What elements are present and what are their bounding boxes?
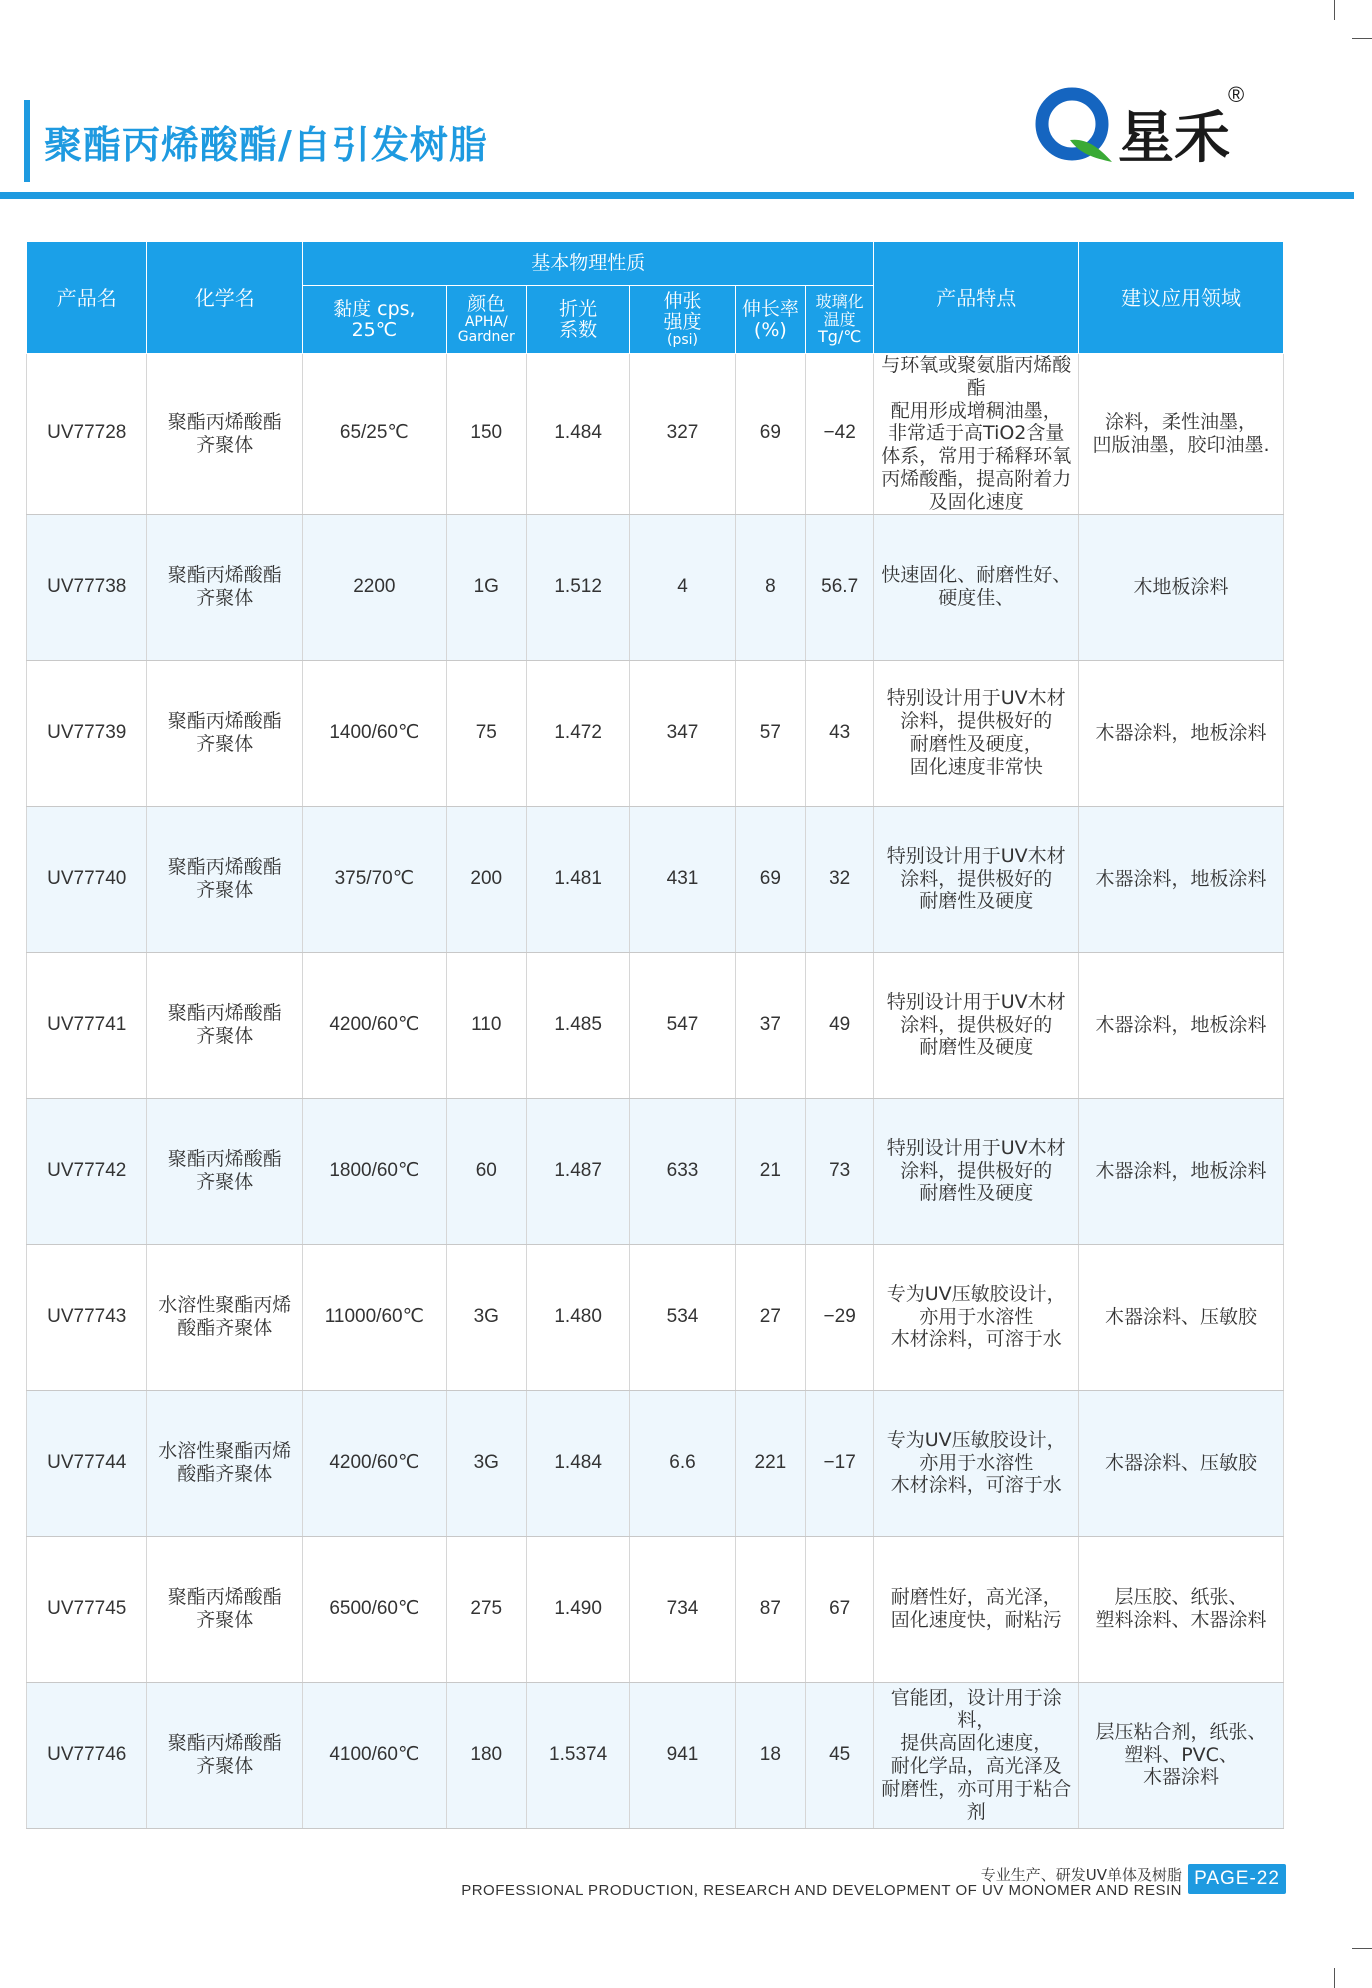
cell-tensile-strength: 431 xyxy=(630,806,735,952)
cell-viscosity: 1800/60℃ xyxy=(303,1098,447,1244)
cell-tg: 56.7 xyxy=(805,514,873,660)
crop-mark xyxy=(1334,1968,1335,1988)
cell-color: 110 xyxy=(446,952,526,1098)
cell-viscosity: 4100/60℃ xyxy=(303,1682,447,1828)
cell-product: UV77740 xyxy=(27,806,147,952)
table-body xyxy=(27,354,1284,1829)
table-row xyxy=(27,354,1284,515)
header-viscosity-unit: 25℃ xyxy=(351,318,398,341)
cell-product: UV77739 xyxy=(27,660,147,806)
cell-tensile-strength: 547 xyxy=(630,952,735,1098)
header-tg-label2: 温度 xyxy=(823,309,856,329)
cell-refractive-index: 1.490 xyxy=(526,1536,629,1682)
cell-color: 3G xyxy=(446,1390,526,1536)
cell-chemical-name: 聚酯丙烯酸酯 齐聚体 xyxy=(147,660,303,806)
cell-product: UV77741 xyxy=(27,952,147,1098)
cell-color: 200 xyxy=(446,806,526,952)
cell-tg: 43 xyxy=(805,660,873,806)
cell-features: 与环氧或聚氨脂丙烯酸酯 配用形成增稠油墨， 非常适于高TiO2含量 体系，常用于稀释环氧 丙烯酸酯，提高附着力 及固化速度 xyxy=(874,354,1079,515)
table-row xyxy=(27,1244,1284,1390)
header-tensile-label: 伸张 xyxy=(663,289,702,312)
cell-applications: 木器涂料、压敏胶 xyxy=(1079,1390,1284,1536)
cell-color: 1G xyxy=(446,514,526,660)
table-row xyxy=(27,514,1284,660)
header-color-label: 颜色 xyxy=(467,292,506,315)
header-physical-properties: 基本物理性质 xyxy=(303,242,874,286)
logo-text: 星禾 xyxy=(1118,105,1230,171)
cell-features: 耐磨性好，高光泽， 固化速度快，耐粘污 xyxy=(874,1536,1079,1682)
cell-elongation: 27 xyxy=(735,1244,805,1390)
table-row xyxy=(27,1390,1284,1536)
header-elongation xyxy=(735,286,805,354)
cell-viscosity: 6500/60℃ xyxy=(303,1536,447,1682)
cell-viscosity: 4200/60℃ xyxy=(303,952,447,1098)
cell-chemical-name: 水溶性聚酯丙烯 酸酯齐聚体 xyxy=(147,1244,303,1390)
cell-features: 特别设计用于UV木材 涂料，提供极好的 耐磨性及硬度 xyxy=(874,952,1079,1098)
cell-chemical-name: 水溶性聚酯丙烯 酸酯齐聚体 xyxy=(147,1390,303,1536)
cell-chemical-name: 聚酯丙烯酸酯 齐聚体 xyxy=(147,952,303,1098)
cell-refractive-index: 1.481 xyxy=(526,806,629,952)
header-refractive-label: 折光 xyxy=(559,297,598,320)
cell-viscosity: 4200/60℃ xyxy=(303,1390,447,1536)
cell-applications: 木地板涂料 xyxy=(1079,514,1284,660)
cell-color: 3G xyxy=(446,1244,526,1390)
cell-color: 60 xyxy=(446,1098,526,1244)
header-viscosity xyxy=(303,286,447,354)
cell-tg: −17 xyxy=(805,1390,873,1536)
cell-features: 专为UV压敏胶设计， 亦用于水溶性 木材涂料，可溶于水 xyxy=(874,1390,1079,1536)
cell-viscosity: 2200 xyxy=(303,514,447,660)
cell-tensile-strength: 734 xyxy=(630,1536,735,1682)
cell-elongation: 18 xyxy=(735,1682,805,1828)
header-tensile xyxy=(630,286,735,354)
cell-tensile-strength: 327 xyxy=(630,354,735,515)
cell-chemical-name: 聚酯丙烯酸酯 齐聚体 xyxy=(147,354,303,515)
crop-mark xyxy=(1334,0,1335,20)
cell-product: UV77728 xyxy=(27,354,147,515)
page-number-badge: PAGE-22 xyxy=(1188,1864,1286,1894)
cell-color: 275 xyxy=(446,1536,526,1682)
cell-tensile-strength: 4 xyxy=(630,514,735,660)
registered-mark: ® xyxy=(1228,82,1245,107)
cell-features: 特别设计用于UV木材 涂料，提供极好的 耐磨性及硬度， 固化速度非常快 xyxy=(874,660,1079,806)
cell-applications: 层压粘合剂，纸张、 塑料、PVC、 木器涂料 xyxy=(1079,1682,1284,1828)
cell-elongation: 21 xyxy=(735,1098,805,1244)
cell-tg: 73 xyxy=(805,1098,873,1244)
cell-refractive-index: 1.485 xyxy=(526,952,629,1098)
cell-viscosity: 11000/60℃ xyxy=(303,1244,447,1390)
cell-color: 75 xyxy=(446,660,526,806)
cell-tensile-strength: 534 xyxy=(630,1244,735,1390)
header-color-unit2: Gardner xyxy=(457,328,515,345)
cell-features: 特别设计用于UV木材 涂料，提供极好的 耐磨性及硬度 xyxy=(874,1098,1079,1244)
header-chemical-name: 化学名 xyxy=(147,242,303,354)
header-features: 产品特点 xyxy=(874,242,1079,354)
header-tg-label: 玻璃化 xyxy=(815,292,864,312)
cell-product: UV77742 xyxy=(27,1098,147,1244)
cell-features: 特别设计用于UV木材 涂料，提供极好的 耐磨性及硬度 xyxy=(874,806,1079,952)
header-color xyxy=(446,286,526,354)
cell-chemical-name: 聚酯丙烯酸酯 齐聚体 xyxy=(147,1682,303,1828)
cell-applications: 木器涂料，地板涂料 xyxy=(1079,660,1284,806)
cell-viscosity: 65/25℃ xyxy=(303,354,447,515)
cell-tensile-strength: 6.6 xyxy=(630,1390,735,1536)
cell-applications: 涂料，柔性油墨， 凹版油墨，胶印油墨. xyxy=(1079,354,1284,515)
cell-chemical-name: 聚酯丙烯酸酯 齐聚体 xyxy=(147,1536,303,1682)
cell-tg: 67 xyxy=(805,1536,873,1682)
cell-elongation: 37 xyxy=(735,952,805,1098)
cell-product: UV77745 xyxy=(27,1536,147,1682)
cell-elongation: 87 xyxy=(735,1536,805,1682)
page-title: 聚酯丙烯酸酯/自引发树脂 xyxy=(44,123,488,167)
table-row xyxy=(27,660,1284,806)
crop-mark xyxy=(1352,1948,1372,1949)
cell-product: UV77738 xyxy=(27,514,147,660)
cell-features: 官能团，设计用于涂料， 提供高固化速度， 耐化学品，高光泽及 耐磨性，亦可用于粘合剂 xyxy=(874,1682,1079,1828)
header-refractive xyxy=(526,286,629,354)
cell-refractive-index: 1.5374 xyxy=(526,1682,629,1828)
cell-refractive-index: 1.487 xyxy=(526,1098,629,1244)
header-refractive-label2: 系数 xyxy=(559,318,598,341)
cell-chemical-name: 聚酯丙烯酸酯 齐聚体 xyxy=(147,1098,303,1244)
cell-tg: −42 xyxy=(805,354,873,515)
cell-color: 180 xyxy=(446,1682,526,1828)
cell-features: 快速固化、耐磨性好、 硬度佳、 xyxy=(874,514,1079,660)
logo-q-icon xyxy=(1030,80,1120,170)
cell-elongation: 57 xyxy=(735,660,805,806)
cell-refractive-index: 1.480 xyxy=(526,1244,629,1390)
cell-elongation: 69 xyxy=(735,354,805,515)
footer-tagline-en: PROFESSIONAL PRODUCTION, RESEARCH AND DEVELOPMENT OF UV MONOMER AND RESIN xyxy=(461,1882,1182,1899)
header-color-unit: APHA/ xyxy=(464,313,508,330)
cell-tg: 32 xyxy=(805,806,873,952)
product-spec-table xyxy=(26,241,1284,1829)
cell-tensile-strength: 633 xyxy=(630,1098,735,1244)
brand-logo xyxy=(1030,80,1270,170)
cell-refractive-index: 1.512 xyxy=(526,514,629,660)
cell-applications: 层压胶、纸张、 塑料涂料、木器涂料 xyxy=(1079,1536,1284,1682)
cell-refractive-index: 1.484 xyxy=(526,1390,629,1536)
header-viscosity-label: 黏度 cps, xyxy=(333,297,416,320)
cell-applications: 木器涂料，地板涂料 xyxy=(1079,1098,1284,1244)
cell-product: UV77744 xyxy=(27,1390,147,1536)
cell-tensile-strength: 941 xyxy=(630,1682,735,1828)
header-elongation-unit: (%) xyxy=(753,318,787,341)
cell-applications: 木器涂料，地板涂料 xyxy=(1079,806,1284,952)
footer-tagline-cn: 专业生产、研发UV单体及树脂 xyxy=(980,1866,1182,1884)
cell-chemical-name: 聚酯丙烯酸酯 齐聚体 xyxy=(147,514,303,660)
crop-mark xyxy=(1352,38,1372,39)
cell-applications: 木器涂料、压敏胶 xyxy=(1079,1244,1284,1390)
table-row xyxy=(27,1682,1284,1828)
title-accent-bar xyxy=(24,100,30,182)
cell-applications: 木器涂料，地板涂料 xyxy=(1079,952,1284,1098)
cell-tensile-strength: 347 xyxy=(630,660,735,806)
cell-chemical-name: 聚酯丙烯酸酯 齐聚体 xyxy=(147,806,303,952)
cell-elongation: 69 xyxy=(735,806,805,952)
header-divider xyxy=(0,192,1354,199)
cell-elongation: 221 xyxy=(735,1390,805,1536)
cell-product: UV77743 xyxy=(27,1244,147,1390)
table-row xyxy=(27,1536,1284,1682)
header-product-name: 产品名 xyxy=(27,242,147,354)
cell-tg: 45 xyxy=(805,1682,873,1828)
cell-elongation: 8 xyxy=(735,514,805,660)
cell-color: 150 xyxy=(446,354,526,515)
header-tg xyxy=(805,286,873,354)
cell-refractive-index: 1.472 xyxy=(526,660,629,806)
header-applications: 建议应用领域 xyxy=(1079,242,1284,354)
table-row xyxy=(27,806,1284,952)
table-row xyxy=(27,1098,1284,1244)
table-row xyxy=(27,952,1284,1098)
header-elongation-label: 伸长率 xyxy=(741,297,799,320)
header-tensile-label2: 强度 xyxy=(663,310,702,333)
cell-viscosity: 375/70℃ xyxy=(303,806,447,952)
cell-tg: 49 xyxy=(805,952,873,1098)
cell-tg: −29 xyxy=(805,1244,873,1390)
cell-refractive-index: 1.484 xyxy=(526,354,629,515)
cell-features: 专为UV压敏胶设计， 亦用于水溶性 木材涂料，可溶于水 xyxy=(874,1244,1079,1390)
header-tg-unit: Tg/℃ xyxy=(818,327,862,347)
header-tensile-unit: (psi) xyxy=(667,331,699,348)
cell-viscosity: 1400/60℃ xyxy=(303,660,447,806)
cell-product: UV77746 xyxy=(27,1682,147,1828)
